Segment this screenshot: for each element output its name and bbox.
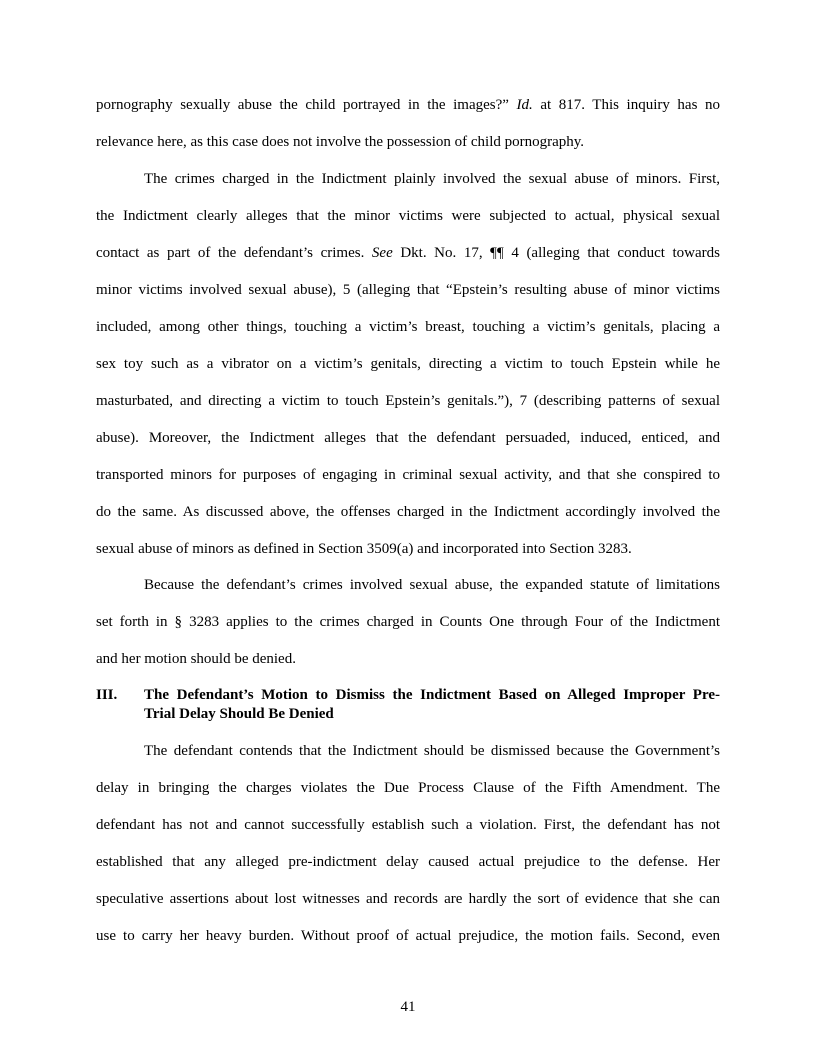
text-line: relevance here, as this case does not involve the possession of child pornography.	[96, 134, 585, 150]
text-line: do the same. As discussed above, the offenses charged in the Indictment accordingly involved the	[96, 504, 720, 520]
text-line: and her motion should be denied.	[96, 651, 296, 667]
text-line: speculative assertions about lost witnesses and records are hardly the sort of evidence that she can	[96, 891, 720, 907]
section-title-line-2: Trial Delay Should Be Denied	[144, 706, 334, 722]
text-line: use to carry her heavy burden. Without proof of actual prejudice, the motion fails. Second, even	[96, 928, 720, 944]
text-line: The crimes charged in the Indictment plainly involved the sexual abuse of minors. First,	[144, 171, 720, 187]
text-line: set forth in § 3283 applies to the crimes charged in Counts One through Four of the Indictment	[96, 614, 720, 630]
text-line: abuse). Moreover, the Indictment alleges that the defendant persuaded, induced, enticed, and	[96, 430, 720, 446]
page-number: 41	[400, 999, 416, 1015]
text-line: pornography sexually abuse the child portrayed in the images?” Id. at 817. This inquiry has no	[96, 97, 720, 113]
text-line: sexual abuse of minors as defined in Section 3509(a) and incorporated into Section 3283.	[96, 541, 632, 557]
text-line: established that any alleged pre-indictment delay caused actual prejudice to the defense. Her	[96, 854, 720, 870]
text-line: minor victims involved sexual abuse), 5 (alleging that “Epstein’s resulting abuse of minor victims	[96, 282, 720, 298]
text-line: transported minors for purposes of engaging in criminal sexual activity, and that she conspired to	[96, 467, 720, 483]
text-line: masturbated, and directing a victim to touch Epstein’s genitals.”), 7 (describing patterns of sexual	[96, 393, 720, 409]
section-number: III.	[96, 687, 118, 703]
section-title-line-1: The Defendant’s Motion to Dismiss the Indictment Based on Alleged Improper Pre-	[144, 687, 720, 703]
text-line: defendant has not and cannot successfully establish such a violation. First, the defendant has not	[96, 817, 720, 833]
text-line: contact as part of the defendant’s crimes. See Dkt. No. 17, ¶¶ 4 (alleging that conduct towards	[96, 245, 720, 261]
text-line: included, among other things, touching a victim’s breast, touching a victim’s genitals, placing a	[96, 319, 720, 335]
section-heading	[96, 686, 720, 724]
text-line: sex toy such as a vibrator on a victim’s genitals, directing a victim to touch Epstein while he	[96, 356, 720, 372]
text-line: The defendant contends that the Indictment should be dismissed because the Government’s	[144, 743, 720, 759]
text-line: delay in bringing the charges violates the Due Process Clause of the Fifth Amendment. The	[96, 780, 720, 796]
text-line: the Indictment clearly alleges that the minor victims were subjected to actual, physical sexual	[96, 208, 720, 224]
text-line: Because the defendant’s crimes involved sexual abuse, the expanded statute of limitations	[144, 577, 720, 593]
